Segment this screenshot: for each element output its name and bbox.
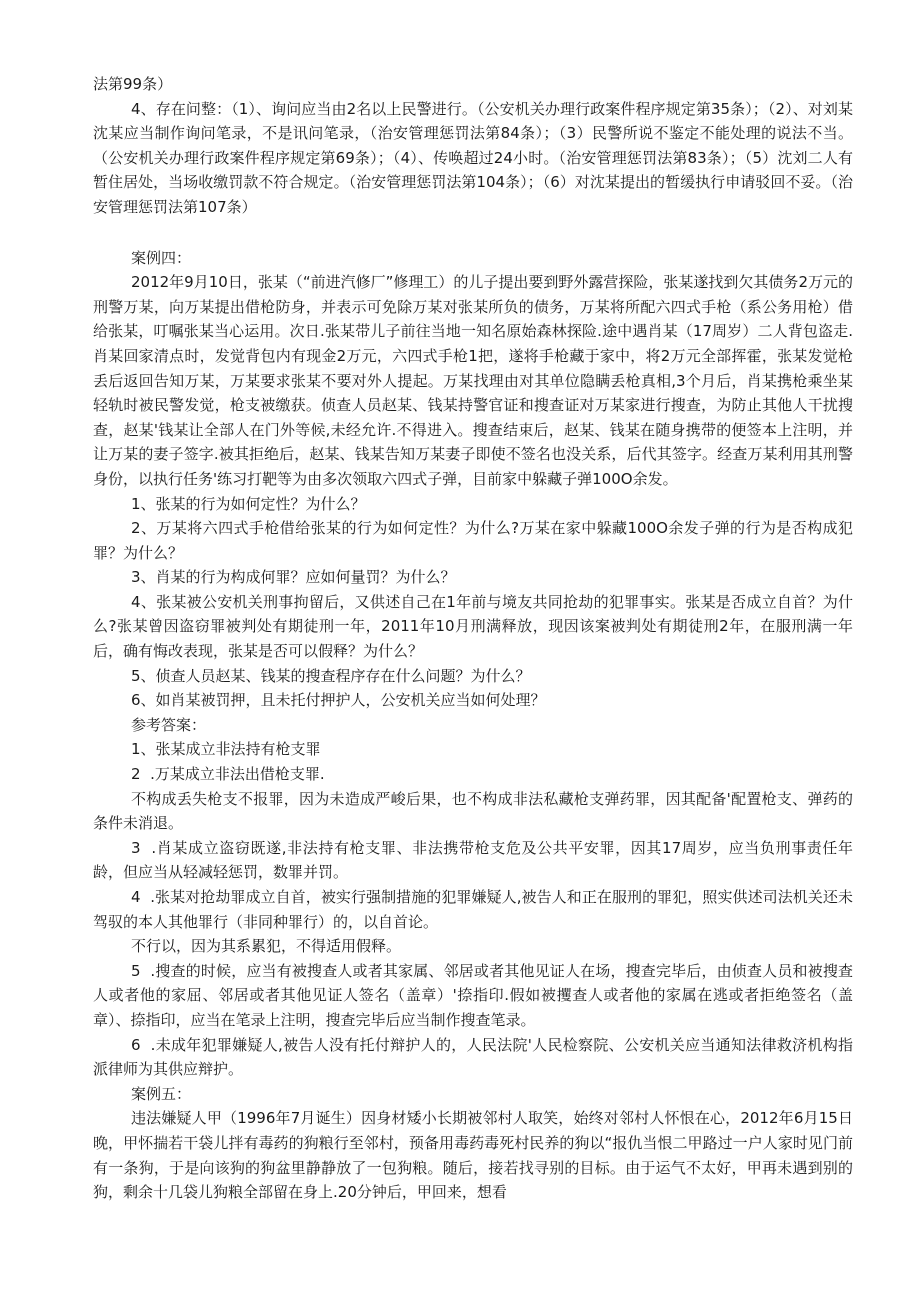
question-3: 3、肖某的行为构成何罪？应如何量罚？为什么？	[131, 568, 456, 587]
answer-2-note: 不构成丢失枪支不报罪，因为未造成严峻后果，也不构成非法私藏枪支弹药罪，因其配备'配置枪支、弹药的条件未消退。	[93, 789, 853, 833]
question-5: 5、侦查人员赵某、钱某的搜查程序存在什么问题？为什么？	[131, 666, 531, 685]
case-5-title: 案例五：	[131, 1084, 192, 1103]
answer-1: 1、张某成立非法持有枪支罪	[131, 740, 321, 759]
problem-4-answer: 4、存在问整：（1）、询问应当由2名以上民警进行。（公安机关办理行政案件程序规定第35条）；（2）、对刘某沈某应当制作询问笔录，不是讯问笔录，（治安管理惩罚法第84条）；（3）民警所说不鉴定不能处理的说法不当。（公安机关办理行政案件程序规定第69条）；（4）、传唤超过24小时。（治安管理惩罚法第83条）；（5）沈刘二人有暂住居处，当场收缴罚款不符合规定。（治安管理惩罚法第104条）；（6）对沈某提出的暂缓执行申请驳回不妥。（治安管理惩罚法第107条）	[93, 99, 853, 216]
answer-title: 参考答案：	[131, 715, 207, 734]
case-4-title: 案例四：	[131, 248, 192, 267]
case-5-body: 违法嫌疑人甲（1996年7月诞生）因身材矮小长期被邻村人取笑，始终对邻村人怀恨在心，2012年6月15日晚，甲怀揣若干袋儿拌有毒药的狗粮行至邻村，预备用毒药毒死村民养的狗以“报仇当恨二甲路过一户人家时见门前有一条狗，于是向该狗的狗盆里静静放了一包狗粮。随后，接若找寻别的目标。由于运气不太好，甲再未遇到别的狗，剩余十几袋儿狗粮全部留在身上.20分钟后，甲回来，想看	[93, 1109, 853, 1202]
case-4-body: 2012年9月10日，张某（“前进汽修厂”修理工）的儿子提出要到野外露营探险，张某遂找到欠其债务2万元的刑警万某，向万某提出借枪防身，并表示可免除万某对张某所负的债务，万某将所配六四式手枪（系公务用枪）借给张某，叮嘱张某当心运用。次日.张某带儿子前往当地一知名原始森林探险.途中遇肖某（17周岁）二人背包盗走.肖某回家清点时，发觉背包内有现金2万元，六四式手枪1把，遂将手枪藏于家中，将2万元全部挥霍，张某发觉枪丢后返回告知万某，万某要求张某不要对外人提起。万某找理由对其单位隐瞒丢枪真相,3个月后，肖某携枪乘坐某轻轨时被民警发觉，枪支被缴获。侦查人员赵某、钱某持警官证和搜查证对万某家进行搜查，为防止其他人干扰搜查，赵某'钱某让全部人在门外等候,未经允许.不得进入。搜查结束后，赵某、钱某在随身携带的便签本上注明，并让万某的妻子签字.被其拒绝后，赵某、钱某告知万某妻子即使不签名也没关系，后代其签字。经查万某利用其刑警身份，以执行任务'练习打靶等为由多次领取六四式子弹，目前家中躲藏子弹100O余发。	[93, 273, 853, 488]
answer-3: 3 .肖某成立盗窃既遂,非法持有枪支罪、非法携带枪支危及公共平安罪，因其17周岁，应当负刑事责任年龄，但应当从轻减轻惩罚，数罪并罚。	[93, 838, 853, 882]
answer-6: 6 .未成年犯罪嫌疑人,被告人没有托付辩护人的，人民法院'人民检察院、公安机关应当通知法律救济机构指派律师为其供应辩护。	[93, 1035, 853, 1079]
document-page	[93, 72, 853, 1205]
para-tail: 法第99条）	[93, 75, 173, 93]
question-4: 4、张某被公安机关刑事拘留后，又供述自己在1年前与境友共同抢劫的犯罪事实。张某是否成立自首？为什么?张某曾因盗窃罪被判处有期徒刑一年，2011年10月刑满释放，现因该案被判处有期徒刑2年，在服刑满一年后，确有悔改表现，张某是否可以假释？为什么？	[93, 592, 853, 661]
question-6: 6、如肖某被罚押，且未托付押护人，公安机关应当如何处理？	[131, 691, 546, 710]
answer-5: 5 .搜查的时候，应当有被搜查人或者其家属、邻居或者其他见证人在场，搜查完毕后，由侦查人员和被搜查人或者他的家屈、邻居或者其他见证人签名（盖章）'捺指印.假如被攫查人或者他的家属在逃或者拒绝签名（盖章）、捺指印，应当在笔录上注明，搜查完毕后应当制作搜查笔录。	[93, 961, 853, 1029]
answer-2: 2 .万某成立非法出借枪支罪.	[131, 765, 325, 784]
question-2: 2、万某将六四式手枪借给张某的行为如何定性？为什么?万某在家中躲藏100O余发子弹的行为是否构成犯罪？为什么？	[93, 519, 853, 562]
question-1: 1、张某的行为如何定性？为什么？	[131, 494, 366, 513]
answer-4-note: 不行以，因为其系累犯，不得适用假释。	[131, 937, 402, 956]
answer-4: 4 .张某对抢劫罪成立自首，被实行强制措施的犯罪嫌疑人,被告人和正在服刑的罪犯，照实供述司法机关还未驾驭的本人其他罪行（非同种罪行）的，以自首论。	[93, 888, 853, 931]
blank-line	[93, 220, 853, 246]
